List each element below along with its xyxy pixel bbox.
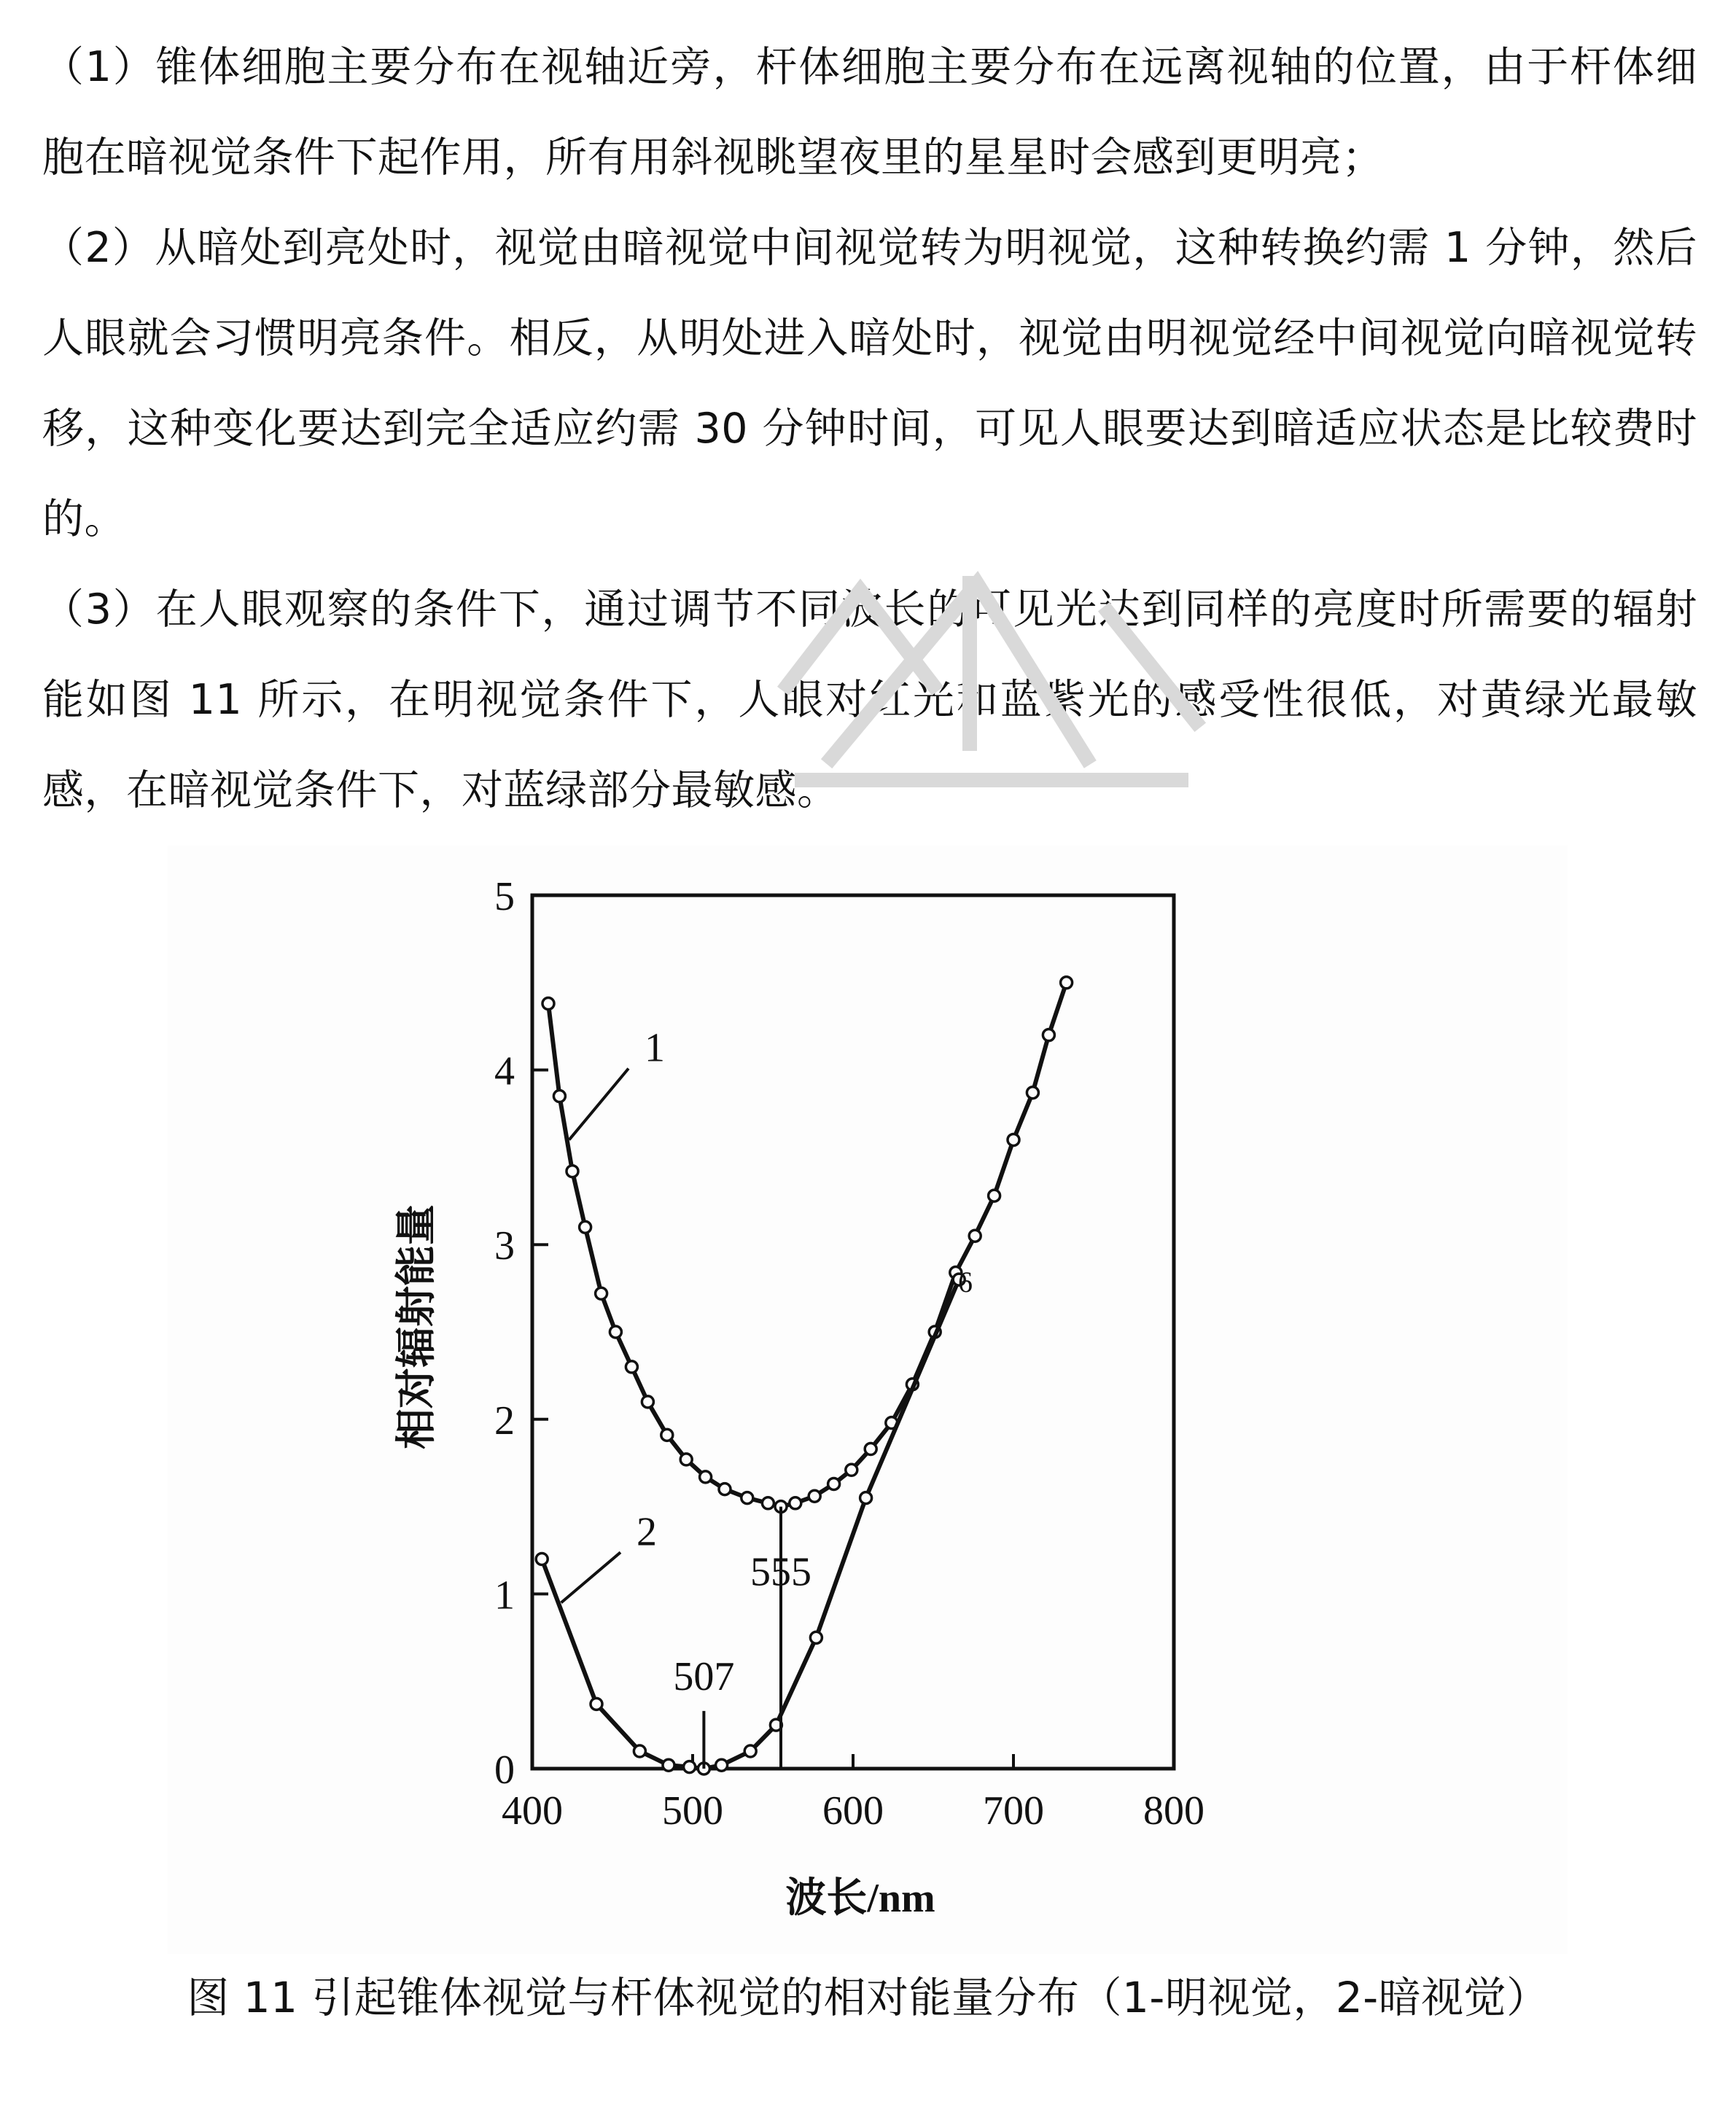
data-point-1 bbox=[626, 1361, 637, 1373]
data-point-2 bbox=[591, 1698, 602, 1710]
annotation-6: 6 bbox=[958, 1265, 973, 1298]
data-point-1 bbox=[610, 1326, 621, 1338]
data-point-1 bbox=[1027, 1087, 1038, 1099]
data-series bbox=[536, 977, 1072, 1774]
y-tick-label: 4 bbox=[494, 1048, 515, 1094]
relative-energy-chart bbox=[168, 846, 1568, 1954]
figure-caption: 图 11 引起锥体视觉与杆体视觉的相对能量分布（1-明视觉，2-暗视觉） bbox=[187, 1973, 1549, 2022]
y-tick-label: 0 bbox=[494, 1748, 515, 1793]
annotation-555: 555 bbox=[750, 1549, 811, 1595]
x-tick-label: 600 bbox=[822, 1788, 884, 1834]
annotation-2: 2 bbox=[637, 1509, 657, 1555]
y-axis bbox=[494, 874, 548, 1793]
data-point-1 bbox=[700, 1471, 712, 1483]
plot-frame bbox=[532, 895, 1174, 1769]
data-point-1 bbox=[865, 1443, 876, 1455]
data-point-1 bbox=[790, 1497, 801, 1509]
paragraph-3: （3）在人眼观察的条件下，通过调节不同波长的可见光达到同样的亮度时所需要的辐射能如图 11 所示，在明视觉条件下，人眼对红光和蓝紫光的感受性很低，对黄绿光最敏感，在暗视觉条件下，对蓝绿部分最敏感。 bbox=[42, 585, 1697, 814]
x-tick-label: 400 bbox=[502, 1788, 563, 1834]
watermark-mark bbox=[758, 503, 1210, 838]
data-point-2 bbox=[744, 1745, 756, 1757]
data-point-1 bbox=[828, 1478, 840, 1489]
y-tick-label: 5 bbox=[494, 874, 515, 919]
data-point-1 bbox=[989, 1190, 1000, 1201]
x-tick-label: 500 bbox=[662, 1788, 723, 1834]
data-point-1 bbox=[1043, 1029, 1054, 1041]
data-point-2 bbox=[634, 1745, 645, 1757]
leader-line-1 bbox=[569, 1069, 628, 1140]
x-axis bbox=[502, 1754, 1204, 1834]
annotation-507: 507 bbox=[673, 1654, 735, 1700]
leader-line-2 bbox=[561, 1552, 620, 1602]
data-point-1 bbox=[567, 1166, 578, 1177]
data-point-1 bbox=[642, 1396, 653, 1408]
x-axis-label: 波长/nm bbox=[785, 1876, 935, 1921]
data-point-1 bbox=[809, 1490, 820, 1502]
data-point-1 bbox=[719, 1484, 731, 1495]
paragraph-2: （2）从暗处到亮处时，视觉由暗视觉中间视觉转为明视觉，这种转换约需 1 分钟，然后人眼就会习惯明亮条件。相反，从明处进入暗处时，视觉由明视觉经中间视觉向暗视觉转移，这种变化要达到完全适应约需 30 分钟时间，可见人眼要达到暗适应状态是比较费时的。 bbox=[42, 224, 1697, 543]
data-point-1 bbox=[1061, 977, 1073, 989]
data-point-1 bbox=[580, 1221, 591, 1233]
figure-11 bbox=[168, 846, 1568, 1954]
data-point-1 bbox=[661, 1429, 673, 1441]
data-point-2 bbox=[536, 1553, 548, 1565]
data-point-1 bbox=[762, 1497, 774, 1509]
paragraph-1: （1）锥体细胞主要分布在视轴近旁，杆体细胞主要分布在远离视轴的位置，由于杆体细胞在暗视觉条件下起作用，所有用斜视眺望夜里的星星时会感到更明亮； bbox=[42, 43, 1697, 182]
data-point-1 bbox=[596, 1287, 607, 1299]
annotations bbox=[561, 1026, 973, 1700]
data-point-1 bbox=[680, 1454, 692, 1465]
data-point-2 bbox=[716, 1759, 728, 1771]
y-tick-label: 3 bbox=[494, 1223, 515, 1269]
data-point-2 bbox=[663, 1759, 674, 1771]
data-point-1 bbox=[542, 998, 554, 1010]
y-tick-label: 2 bbox=[494, 1398, 515, 1443]
data-point-1 bbox=[969, 1230, 981, 1242]
data-point-2 bbox=[860, 1492, 872, 1504]
data-point-2 bbox=[810, 1632, 822, 1643]
series-line-1 bbox=[548, 983, 1067, 1507]
data-point-1 bbox=[846, 1464, 857, 1476]
x-tick-label: 700 bbox=[983, 1788, 1044, 1834]
data-point-1 bbox=[742, 1492, 753, 1504]
data-point-1 bbox=[1008, 1134, 1019, 1145]
data-point-2 bbox=[684, 1761, 696, 1773]
annotation-1: 1 bbox=[645, 1025, 665, 1071]
y-axis-label: 相对辐射能量 bbox=[394, 1204, 440, 1449]
series-line-2 bbox=[542, 1279, 959, 1769]
x-tick-label: 800 bbox=[1143, 1788, 1204, 1834]
data-point-1 bbox=[553, 1091, 565, 1102]
y-tick-label: 1 bbox=[494, 1573, 515, 1618]
